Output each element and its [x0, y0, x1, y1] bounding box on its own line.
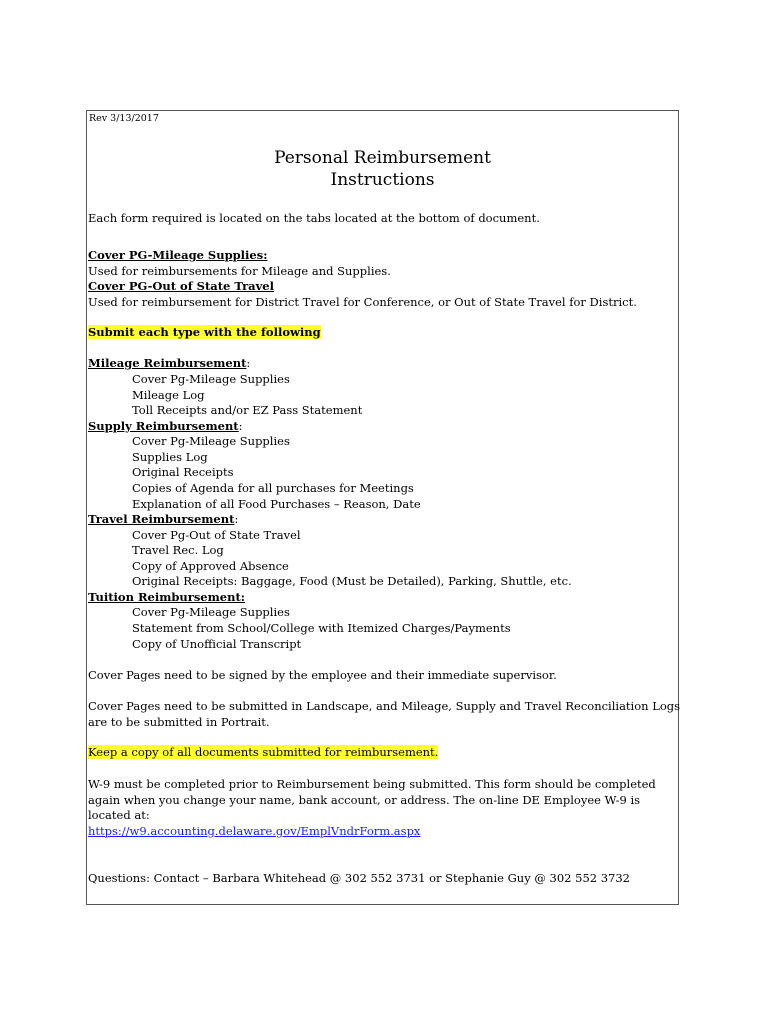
list-item: Cover Pg-Mileage Supplies [132, 605, 290, 619]
document-box [86, 110, 679, 905]
list-item: Cover Pg-Mileage Supplies [132, 434, 290, 448]
tuition-heading: Tuition Reimbursement: [88, 590, 246, 604]
cover-mileage-desc: Used for reimbursements for Mileage and Supplies. [88, 264, 391, 278]
w9-note-line1: W-9 must be completed prior to Reimbursement being submitted. This form should be completed [88, 777, 656, 791]
landscape-note-line2: are to be submitted in Portrait. [88, 715, 270, 729]
w9-note-line2: again when you change your name, bank account, or address. The on-line DE Employee W-9 is [88, 793, 641, 807]
travel-heading: Travel Reimbursement: [88, 512, 239, 526]
list-item: Toll Receipts and/or EZ Pass Statement [132, 403, 363, 417]
questions-contact: Questions: Contact – Barbara Whitehead @ 302 552 3731 or Stephanie Guy @ 302 552 3732 [88, 871, 630, 885]
cover-travel-heading: Cover PG-Out of State Travel [88, 279, 274, 293]
list-item: Copy of Approved Absence [132, 559, 289, 573]
list-item: Statement from School/College with Itemized Charges/Payments [132, 621, 511, 635]
landscape-note-line1: Cover Pages need to be submitted in Landscape, and Mileage, Supply and Travel Reconciliation Logs [88, 699, 681, 713]
list-item: Copy of Unofficial Transcript [132, 637, 302, 651]
submit-heading: Submit each type with the following [88, 325, 321, 339]
cover-travel-desc: Used for reimbursement for District Travel for Conference, or Out of State Travel for District. [88, 295, 637, 309]
list-item: Mileage Log [132, 388, 205, 402]
list-item: Cover Pg-Out of State Travel [132, 528, 301, 542]
list-item: Travel Rec. Log [132, 543, 224, 557]
cover-mileage-heading: Cover PG-Mileage Supplies: [88, 248, 268, 262]
list-item: Supplies Log [132, 450, 208, 464]
list-item: Cover Pg-Mileage Supplies [132, 372, 290, 386]
mileage-heading: Mileage Reimbursement: [88, 356, 251, 370]
list-item: Original Receipts: Baggage, Food (Must be Detailed), Parking, Shuttle, etc. [132, 574, 572, 588]
page-title: Personal Reimbursement [274, 148, 491, 168]
list-item: Explanation of all Food Purchases – Reason, Date [132, 497, 421, 511]
w9-link-row [88, 824, 676, 840]
w9-link[interactable]: https://w9.accounting.delaware.gov/EmplVndrForm.aspx [88, 824, 421, 838]
intro-text: Each form required is located on the tabs located at the bottom of document. [88, 211, 540, 225]
page-subtitle: Instructions [330, 170, 435, 190]
keep-copy-note: Keep a copy of all documents submitted for reimbursement. [88, 745, 439, 759]
supply-heading: Supply Reimbursement: [88, 419, 243, 433]
w9-note-line3: located at: [88, 808, 150, 822]
signed-note: Cover Pages need to be signed by the employee and their immediate supervisor. [88, 668, 557, 682]
revision-date: Rev 3/13/2017 [89, 113, 159, 124]
list-item: Original Receipts [132, 465, 234, 479]
list-item: Copies of Agenda for all purchases for Meetings [132, 481, 414, 495]
